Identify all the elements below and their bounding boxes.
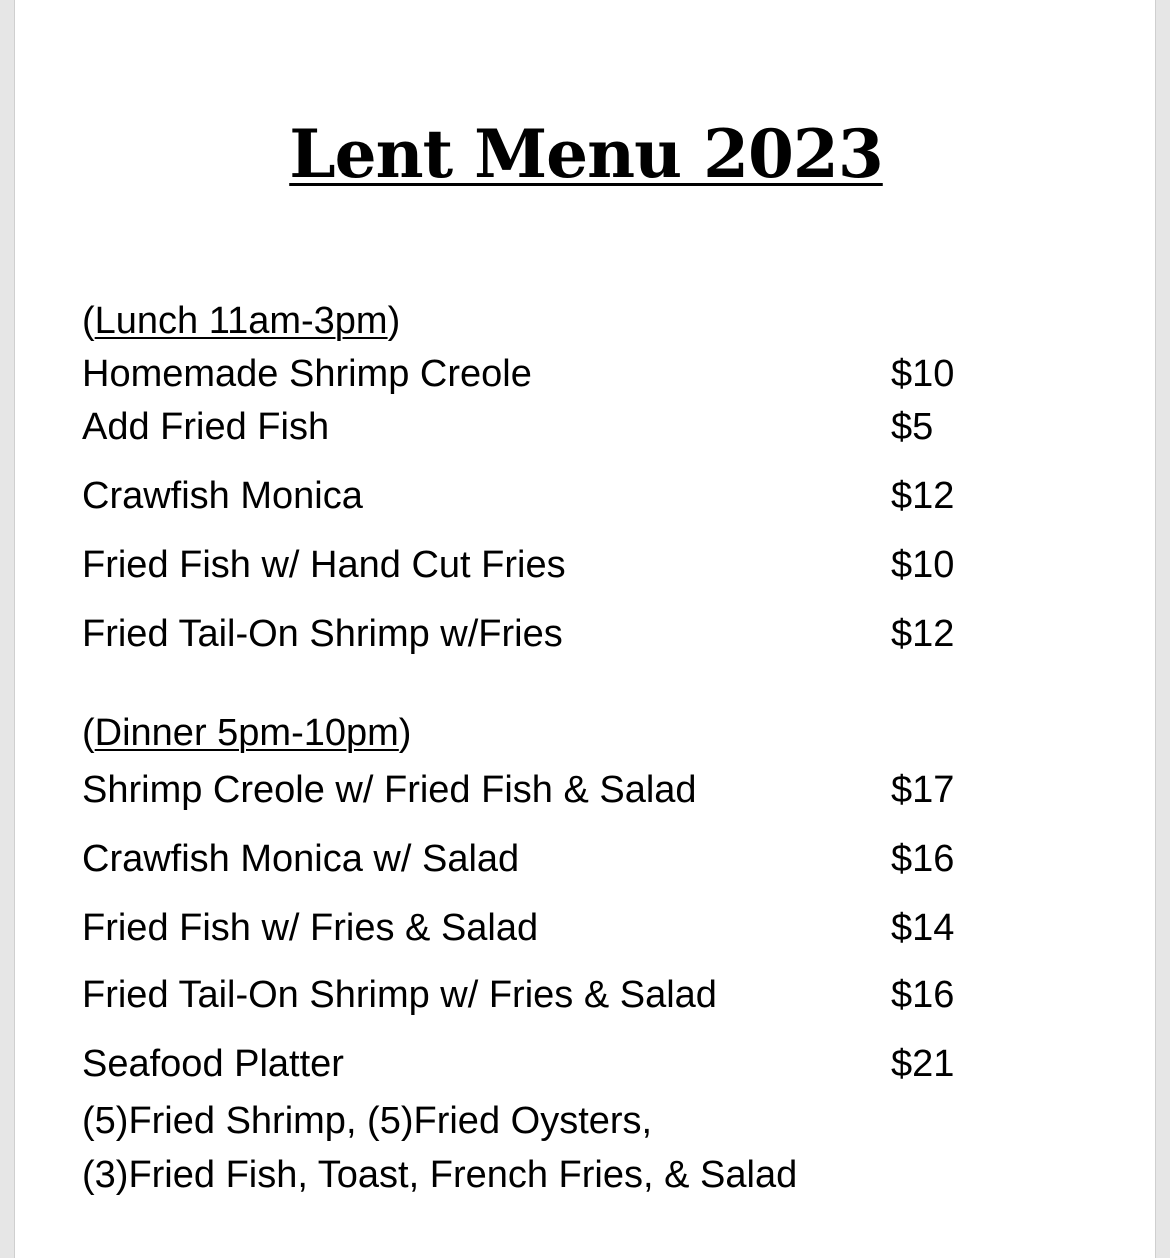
menu-title-text: Lent Menu 2023	[289, 115, 883, 193]
platter-details: (3)Fried Fish, Toast, French Fries, & Salad	[82, 1154, 798, 1196]
menu-item-name: Fried Fish w/ Fries & Salad	[82, 907, 539, 949]
lunch-hours: Lunch 11am-3pm	[94, 300, 388, 342]
dinner-heading: (Dinner 5pm-10pm)	[82, 712, 412, 754]
menu-title	[15, 115, 1157, 193]
menu-item-name: Homemade Shrimp Creole	[82, 353, 532, 395]
menu-item-name: Fried Fish w/ Hand Cut Fries	[82, 544, 566, 586]
menu-item-price: $10	[891, 353, 955, 395]
lunch-heading: (Lunch 11am-3pm)	[82, 300, 401, 342]
menu-item-price: $10	[891, 544, 955, 586]
menu-item-name: Seafood Platter	[82, 1043, 344, 1085]
menu-item-price: $17	[891, 769, 955, 811]
menu-page	[14, 0, 1156, 1258]
platter-details: (5)Fried Shrimp, (5)Fried Oysters,	[82, 1100, 653, 1142]
menu-item-name: Crawfish Monica w/ Salad	[82, 838, 520, 880]
dinner-hours: Dinner 5pm-10pm	[94, 712, 399, 754]
menu-item-price: $12	[891, 613, 955, 655]
menu-item-price: $5	[891, 406, 934, 448]
menu-item-name: Fried Tail-On Shrimp w/Fries	[82, 613, 563, 655]
menu-item-name: Fried Tail-On Shrimp w/ Fries & Salad	[82, 974, 717, 1016]
menu-item-price: $16	[891, 974, 955, 1016]
menu-item-name: Crawfish Monica	[82, 475, 363, 517]
menu-item-price: $16	[891, 838, 955, 880]
menu-item-name: Add Fried Fish	[82, 406, 330, 448]
menu-item-price: $14	[891, 907, 955, 949]
menu-item-price: $21	[891, 1043, 955, 1085]
menu-item-price: $12	[891, 475, 955, 517]
menu-item-name: Shrimp Creole w/ Fried Fish & Salad	[82, 769, 697, 811]
